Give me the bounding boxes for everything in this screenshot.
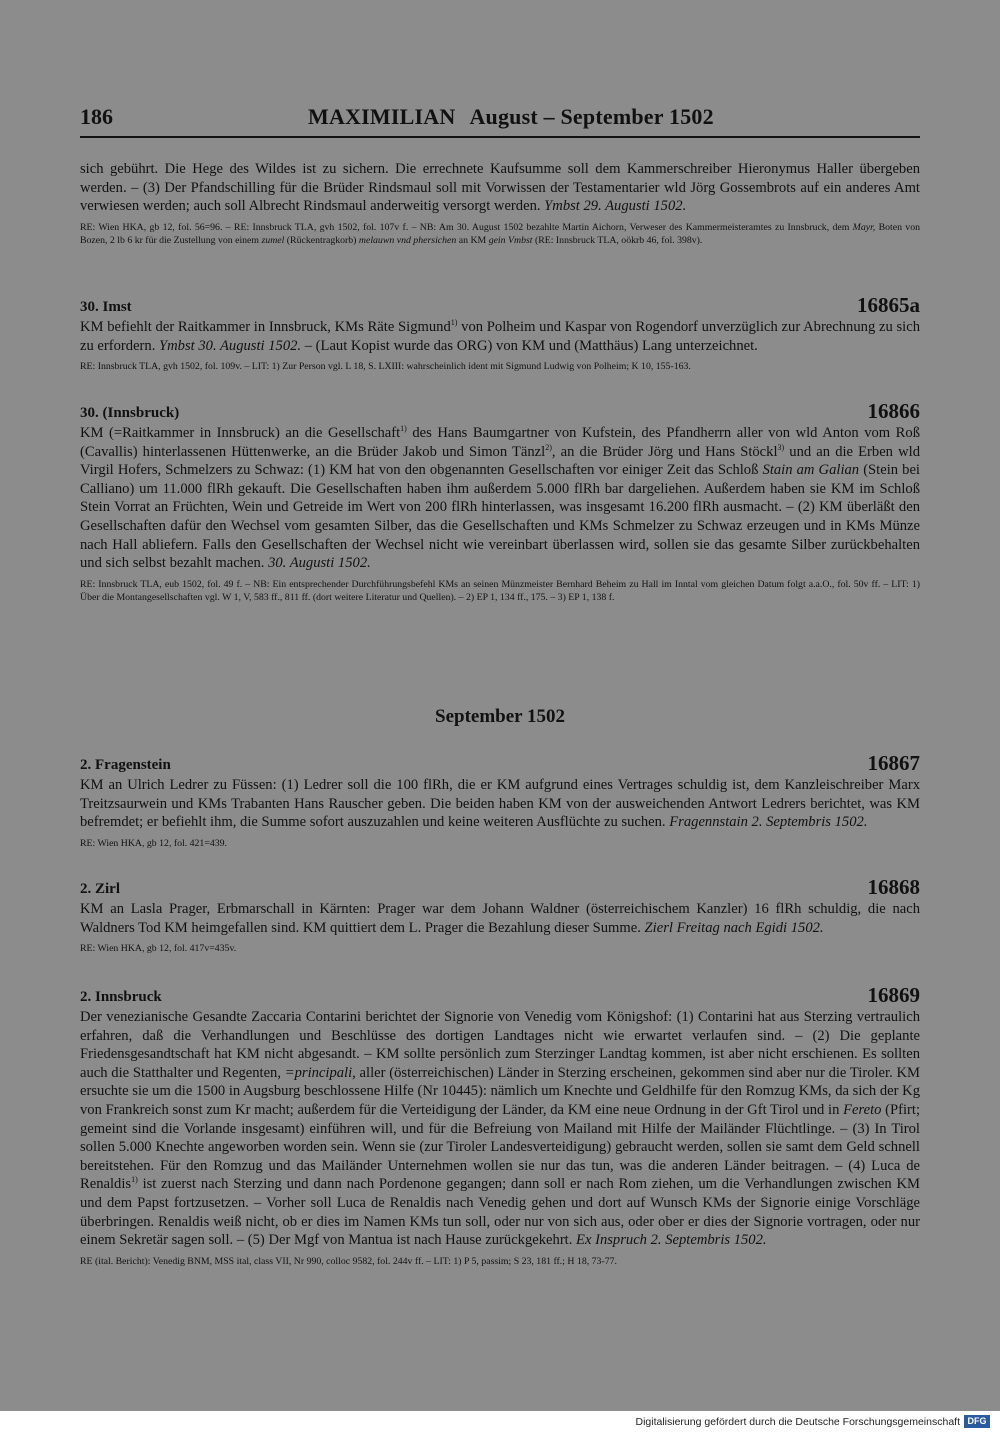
entry-16866 — [80, 400, 920, 604]
footnote-marker: 1) — [131, 1175, 138, 1185]
entry-number: 16866 — [867, 399, 920, 423]
entry-16868 — [80, 876, 920, 955]
header-rule — [80, 136, 920, 138]
footer-bar — [0, 1411, 1000, 1434]
body-date-italic: 30. Augusti 1502. — [268, 555, 371, 572]
footnote-marker: 3) — [777, 442, 785, 452]
entry-number: 16865a — [857, 293, 920, 317]
entry-number: 16867 — [867, 751, 920, 775]
entry-16869 — [80, 984, 920, 1268]
body-text: (Stein bei Calliano) um 11.000 flRh gekauft. Die Gesellschaften haben ihm außerdem 5.000 flRh bar dargeliehen. Außerdem haben sie KM im Schloß Stein Vorrat an Früchten, Wein und Getreide im Wert von 200 flRh hinterlassen, was insgesamt 16.200 flRh ausmacht. – (2) KM überläßt den Gesellschaften dafür den Wechsel vom gesamten Silber, das die Gesellschaften und KMs Schmelzer zu Schwaz erzeugen und in KMs Münze nach Hall abliefern. Falls den Gesellschaften der Wechsel nicht wie vereinbart überlassen wird, sollen sie das gesamte Silber zurückbehalten und sich selbst bezahlt machen. — [80, 462, 920, 572]
body-text: – (Laut Kopist wurde das ORG) von KM und (Matthäus) Lang unterzeichnet. — [304, 337, 758, 354]
page-number: 186 — [80, 104, 113, 129]
entry-date: 30. Imst — [80, 299, 132, 315]
entry-body — [80, 1008, 920, 1250]
body-date-italic: Zierl Freitag nach Egidi 1502. — [644, 919, 824, 936]
running-title-name: MAXIMILIAN — [308, 104, 456, 129]
body-text: des Hans Baumgartner von Kufstein, des Pfandherrn aller von wld Anton vom Roß (Cavallis) hinterlassenen Hüttenwerke, an die Brüder Jakob und Simon Tänzl — [80, 425, 920, 460]
ref-text: (RE: Innsbruck TLA, oökrb 46, fol. 398v). — [534, 234, 703, 246]
entry-reference — [80, 221, 920, 247]
entry-reference: RE: Wien HKA, gb 12, fol. 421=439. — [80, 837, 227, 849]
ref-text: (Rückentragkorb) — [286, 234, 357, 246]
entry-number: 16869 — [867, 983, 920, 1007]
body-date-italic: Ex Inspruch 2. Septembris 1502. — [576, 1232, 767, 1249]
body-text: (Pfirt; gemeint sind die Vorlande insgesamt) einführen will, und für die Befreiung von Mailand mit Hilfe der Mailänder Flüchtlinge. – (3) In Tirol sollen 5.000 Knechte angeworben worden sein. Wenn sie (zur Tiroler Landesverteidigung) gebraucht werden, sollen sie samt dem Geld schnell bereitstehen. Für den Romzug und das Mailänder Unternehmen wollen sie nur das tun, was die anderen Länder beitragen. – (4) Luca de Renaldis — [80, 1101, 920, 1193]
funding-notice: Digitalisierung gefördert durch die Deutsche Forschungsgemeinschaft — [635, 1416, 960, 1428]
running-head — [80, 104, 920, 140]
ref-italic: gein Vmbst — [488, 234, 533, 246]
continuation-entry — [80, 160, 920, 247]
body-text: KM an Ulrich Ledrer zu Füssen: (1) Ledrer soll die 100 flRh, die er KM aufgrund eines Vertrages schuldig ist, dem Kanzleischreiber Marx Treitzsaurwein und KMs Trabanten Hans Rauscher geben. Die beiden haben KM von der ausweichenden Antwort Ledrers berichtet, was KM befremdet; er befiehlt ihm, die Summe sofort auszuzahlen und keine weiteren Ausflüchte zu suchen. — [80, 777, 920, 831]
entry-reference: RE (ital. Bericht): Venedig BNM, MSS ital, class VII, Nr 990, colloc 9582, fol. 244v ff. – LIT: 1) P 5, passim; S 23, 181 ff.; H 18, 73-77. — [80, 1255, 617, 1267]
entry-date: 2. Fragenstein — [80, 757, 171, 773]
entry-body — [80, 424, 920, 573]
entry-body — [80, 900, 920, 937]
ref-text: an KM — [458, 234, 487, 246]
entry-16865a — [80, 294, 920, 373]
body-date-italic: Ymbst 30. Augusti 1502. — [159, 337, 302, 354]
footnote-marker: 1) — [400, 424, 407, 434]
footnote-marker: 1) — [450, 318, 458, 328]
entry-date: 2. Zirl — [80, 881, 120, 897]
section-title: September 1502 — [435, 706, 565, 727]
body-text: ist zuerst nach Sterzing und dann nach Pordenone gegangen; dann soll er nach Rom ziehen, um die Verhandlungen zwischen KM und dem Papst fortzusetzen. – Vorher soll Luca de Renaldis nach Venedig gehen und dort auf Wunsch KMs der Signorie einige Vorschläge überbringen. Renaldis weiß nicht, ob er dies im Namen KMs tun soll, oder nur von sich aus, oder ober er dies der Signorie vortragen, oder nur einem Sekretär sagen soll. – (5) Der Mgf von Mantua ist nach Hause zurückgekehrt. — [80, 1176, 920, 1249]
body-text: , an die Brüder Jörg und Hans Stöckl — [551, 443, 778, 460]
body-text: sich gebührt. Die Hege des Wildes ist zu sichern. Die errechnete Kaufsumme soll dem Kammerschreiber Hieronymus Haller übergeben werden. – (3) Der Pfandschilling für die Brüder Rindsmaul soll mit Vorwissen der Testamentarier wld Jörg Gossembrots auf ein anderes Amt verwiesen werden; auch soll Albrecht Rindsmaul anderweitig versorgt werden. — [80, 161, 920, 215]
body-text: KM (=Raitkammer in Innsbruck) an die Gesellschaft — [80, 425, 401, 441]
entry-heading — [80, 400, 920, 424]
ref-italic: zumel — [261, 234, 285, 246]
body-text: und an die Erben wld Virgil Hofers, Schmelzers zu Schwaz: (1) KM hat von den obgenannten Gesellschaften vor einiger Zeit das Schloß — [80, 443, 920, 479]
running-title — [308, 104, 714, 130]
entry-date: 2. Innsbruck — [80, 989, 162, 1005]
entry-heading — [80, 294, 920, 318]
body-place-italic: Fereto — [843, 1101, 882, 1118]
body-text: von Polheim und Kaspar von Rogendorf unverzüglich zur Abrechnung zu sich zu erfordern. — [80, 319, 920, 354]
body-place-italic: Stain am Galian — [762, 462, 860, 479]
entry-heading — [80, 752, 920, 776]
footnote-marker: 2) — [545, 442, 552, 452]
entry-reference: RE: Innsbruck TLA, gvh 1502, fol. 109v. – LIT: 1) Zur Person vgl. L 18, S. LXIII: wahrscheinlich ident mit Sigmund Ludwig von Polheim; K 10, 155-163. — [80, 361, 691, 373]
entry-reference: RE: Wien HKA, gb 12, fol. 417v=435v. — [80, 943, 237, 955]
body-term-italic: =principali, — [284, 1064, 356, 1081]
entry-date: 30. (Innsbruck) — [80, 405, 180, 421]
ref-text: Boten von Bozen, 2 lb 6 kr für die Zustellung von einem — [80, 221, 921, 246]
entry-number: 16868 — [867, 875, 920, 899]
body-text: KM an Lasla Prager, Erbmarschall in Kärnten: Prager war dem Johann Waldner (österreichischem Kanzler) 16 flRh schuldig, die nach Waldners Tod KM heimgefallen sind. KM quittiert dem L. Prager die Bezahlung dieser Summe. — [80, 901, 920, 936]
entry-body — [80, 318, 920, 355]
entry-body — [80, 160, 920, 216]
entry-reference: RE: Innsbruck TLA, eub 1502, fol. 49 f. – NB: Ein entsprechender Durchführungsbefehl KMs an seinen Münzmeister Bernhard Beheim zu Hall im Inntal vom gleichen Datum folgt a.a.O., fol. 50v ff. – LIT: 1) Über die Montangesellschaften vgl. W 1, V, 583 ff., 811 ff. (dort weitere Literatur und Quellen). – 2) EP 1, 134 ff., 175. – 3) EP 1, 138 f. — [80, 578, 920, 603]
body-date-italic: Ymbst 29. Augusti 1502. — [544, 198, 687, 215]
entry-heading — [80, 984, 920, 1008]
body-text: Der venezianische Gesandte Zaccaria Contarini berichtet der Signorie von Venedig vom Königshof: (1) Contarini hat aus Sterzing vertraulich erfahren, daß die Verhandlungen und Beschlüsse des dortigen Landtages nicht wie erwartet verlaufen sind. – (2) Die geplante Friedensgesandtschaft hat KM nicht abgesandt. – KM sollte persönlich zum Sterzinger Landtag kommen, ist aber nicht erschienen. Es sollten auch die Statthalter und Regenten, — [80, 1009, 920, 1081]
entry-16867 — [80, 752, 920, 850]
running-title-dates: August – September 1502 — [469, 104, 714, 129]
ref-italic: melauwn vnd phersichen — [358, 234, 457, 246]
ref-text: RE: Wien HKA, gb 12, fol. 56=96. – RE: Innsbruck TLA, gvh 1502, fol. 107v f. – NB: Am 30. August 1502 bezahlte Martin Aichorn, Verweser des Kammermeisteramtes zu Innsbruck, dem — [80, 221, 850, 233]
body-text: aller (österreichischen) Länder in Sterzing erscheinen, gekommen sind aber nur die Tiroler. KM ersuchte sie um die 1500 in Augsburg beschlossene Hilfe (Nr 10445): nämlich um Knechte und Geldhilfe für den Romzug KMs, da sich der Kg von Frankreich sonst zum Kr macht; außerdem für die Verteidigung der Länder, da KM eine neue Ordnung in der Gft Tirol und in — [80, 1064, 920, 1118]
entry-body — [80, 776, 920, 832]
dfg-logo: DFG — [964, 1415, 990, 1428]
body-text: KM befiehlt der Raitkammer in Innsbruck, KMs Räte Sigmund — [80, 319, 451, 335]
ref-italic: Mayr, — [852, 221, 876, 233]
body-date-italic: Fragennstain 2. Septembris 1502. — [669, 814, 868, 831]
entry-heading — [80, 876, 920, 900]
